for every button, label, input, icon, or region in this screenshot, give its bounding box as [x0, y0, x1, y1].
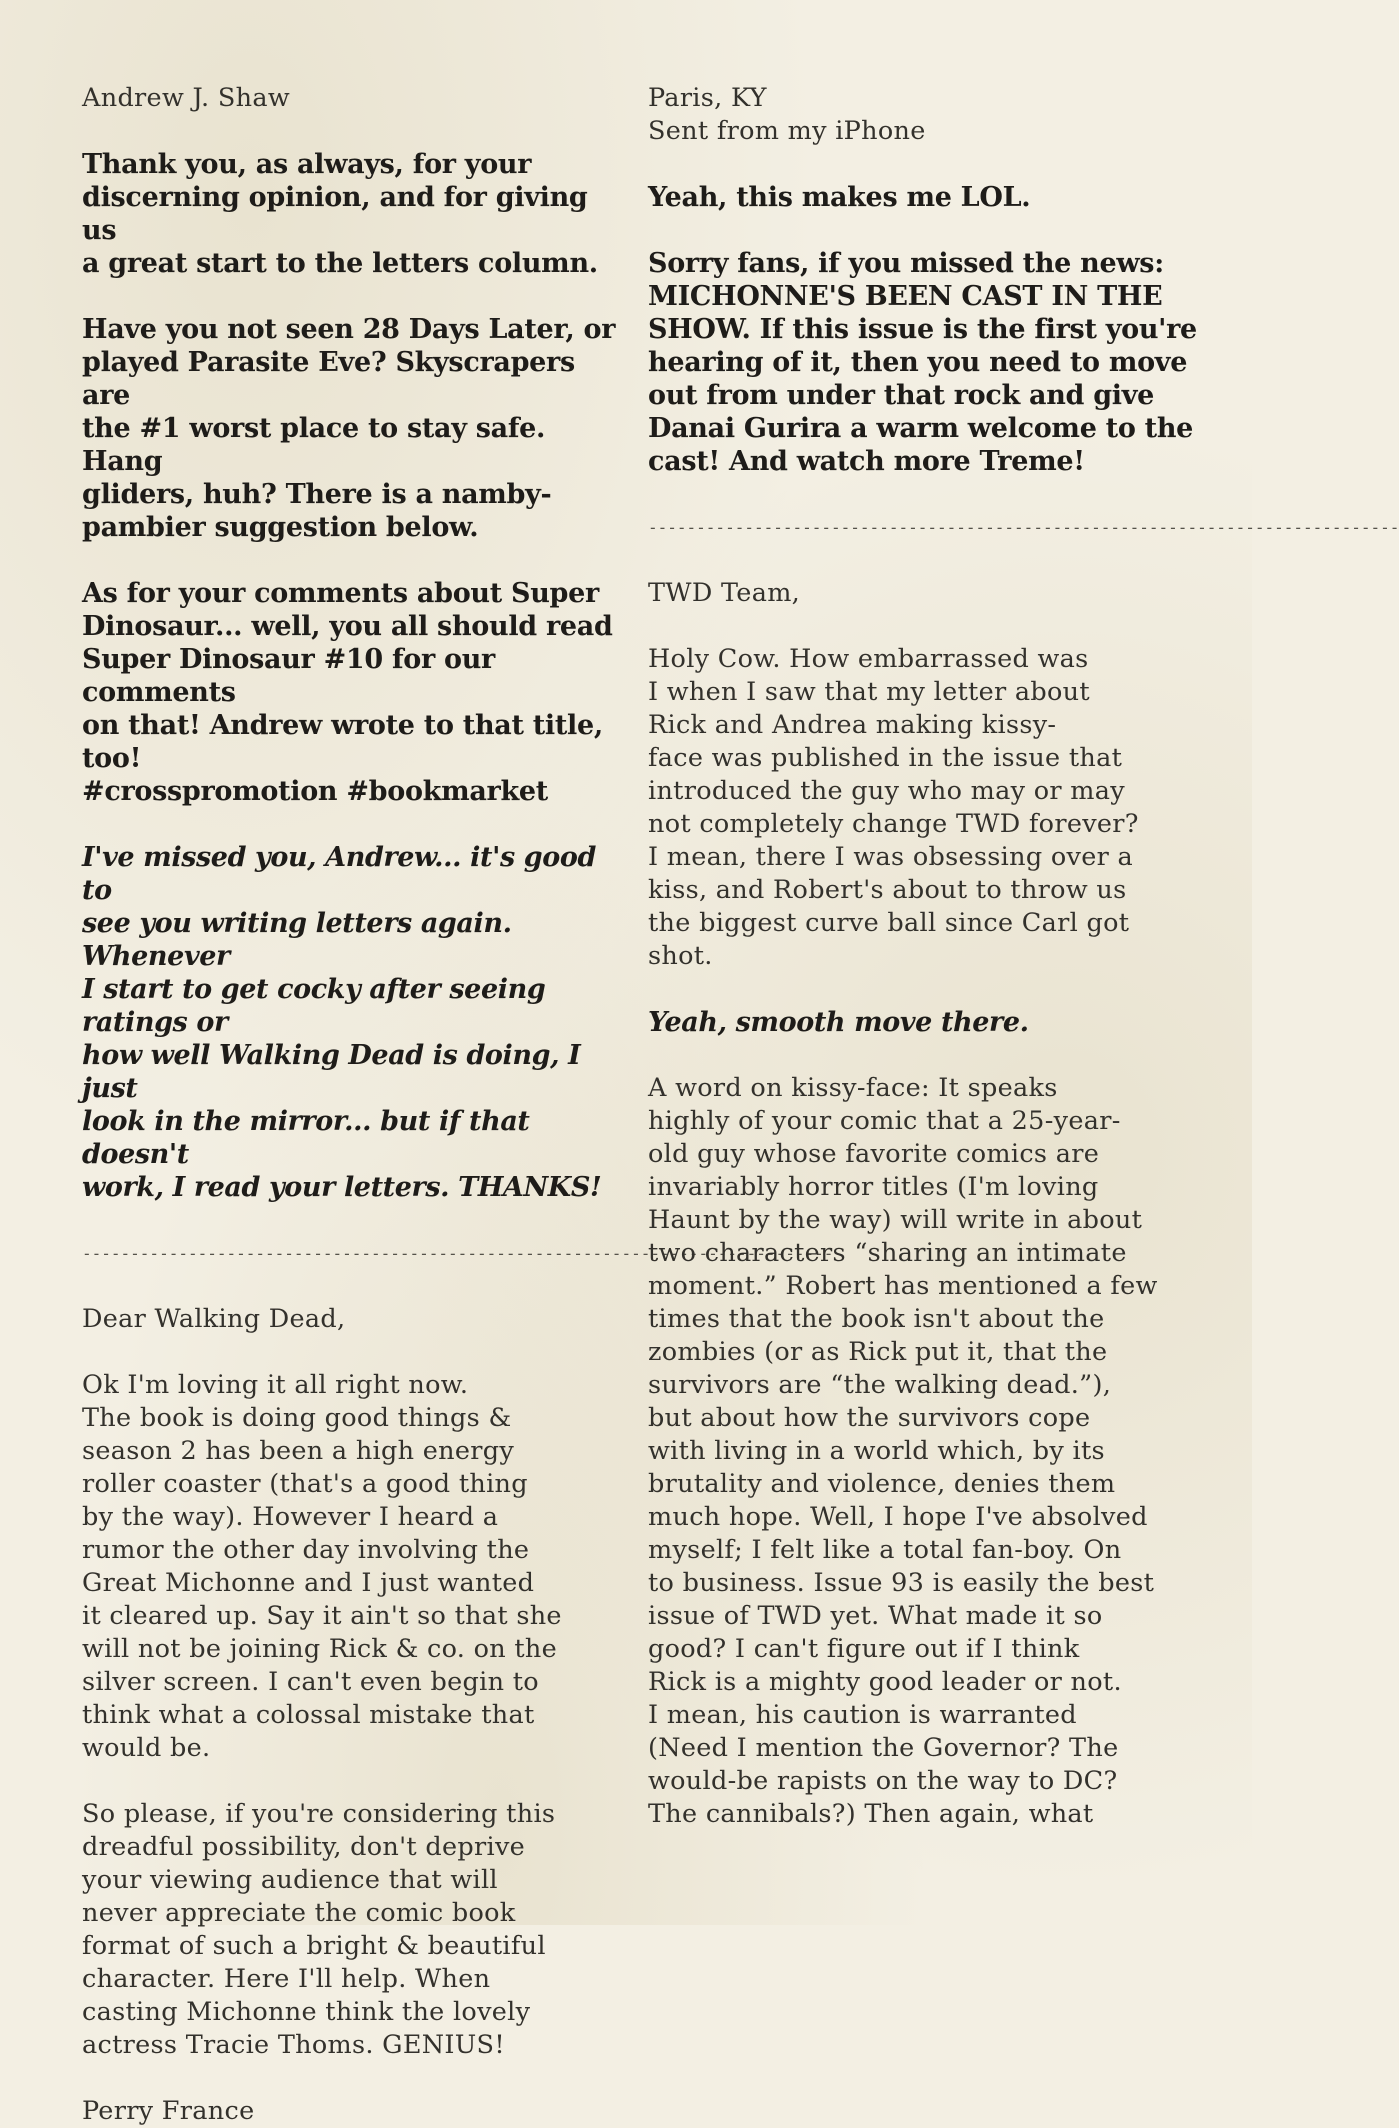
- letter-body-paragraph: A word on kissy-face: It speaks highly of your comic that a 25-year- old guy whose favorite comics are invariably horror titles (I'm loving Haunt by the way) will write in about two characters “sharing an intimate moment.” Robert has mentioned a few times that the book isn't about the zombies (or as Rick put it, that the survivors are “the walking dead.”), but about how the survivors cope with living in a world which, by its brutality and violence, denies them much hope. Well, I hope I've absolved myself; I felt like a total fan-boy. On to business. Issue 93 is easily the best issue of TWD yet. What made it so good? I can't figure out if I think Rick is a mighty good leader or not. I mean, his caution is warranted (Need I mention the Governor? The would-be rapists on the way to DC? The cannibals?) Then again, what: [648, 1073, 1158, 1829]
- editor-reply-skyscrapers: Have you not seen 28 Days Later, or played Parasite Eve? Skyscrapers are the #1 worst place to stay safe. Hang gliders, huh? There is a namby- pambier suggestion below.: [82, 314, 616, 543]
- letter-greeting: TWD Team,: [648, 578, 801, 608]
- letter-greeting: Dear Walking Dead,: [82, 1304, 346, 1334]
- letter-signature-perry: Perry France: [82, 2096, 255, 2126]
- editor-reply-thanks: Thank you, as always, for your discerning opinion, and for giving us a great start to the letters column.: [82, 149, 598, 279]
- letter-divider: ------------------------------------------------------------------------------: [648, 518, 1399, 537]
- right-column: [648, 82, 1399, 1831]
- editor-reply-italic-andrew: I've missed you, Andrew... it's good to see you writing letters again. Whenever I start to get cocky after seeing ratings or how well Walking Dead is doing, I just look in the mirror... but if that doesn't work, I read your letters. THANKS!: [82, 842, 602, 1203]
- letter-location: Paris, KY Sent from my iPhone: [648, 83, 926, 146]
- letter-body-paragraph: Ok I'm loving it all right now. The book is doing good things & season 2 has been a high energy roller coaster (that's a good thing by the way). However I heard a rumor the other day involving the Great Michonne and I just wanted it cleared up. Say it ain't so that she will not be joining Rick & co. on the silver screen. I can't even begin to think what a colossal mistake that would be.: [82, 1370, 562, 1763]
- editor-reply-michonne-cast: Sorry fans, if you missed the news: MICHONNE'S BEEN CAST IN THE SHOW. If this issue is the first you're hearing of it, then you need to move out from under that rock and give Danai Gurira a warm welcome to the cast! And watch more Treme!: [648, 248, 1197, 477]
- letter-body-paragraph: So please, if you're considering this dreadful possibility, don't deprive your viewing audience that will never appreciate the comic book format of such a bright & beautiful character. Here I'll help. When casting Michonne think the lovely actress Tracie Thoms. GENIUS!: [82, 1799, 556, 2060]
- editor-reply-italic-smooth: Yeah, smooth move there.: [648, 1007, 1029, 1038]
- letter-divider: ------------------------------------------------------------------------------: [82, 1244, 834, 1263]
- editor-reply-super-dinosaur: As for your comments about Super Dinosaur... well, you all should read Super Dinosaur #10 for our comments on that! Andrew wrote to that title, too! #crosspromotion #bookmarket: [82, 578, 613, 807]
- letter-body-paragraph: Holy Cow. How embarrassed was I when I saw that my letter about Rick and Andrea making kissy- face was published in the issue that introduced the guy who may or may not completely change TWD forever? I mean, there I was obsessing over a kiss, and Robert's about to throw us the biggest curve ball since Carl got shot.: [648, 644, 1139, 971]
- editor-reply-lol: Yeah, this makes me LOL.: [648, 182, 1031, 213]
- letter-signature-andrew: Andrew J. Shaw: [82, 83, 290, 113]
